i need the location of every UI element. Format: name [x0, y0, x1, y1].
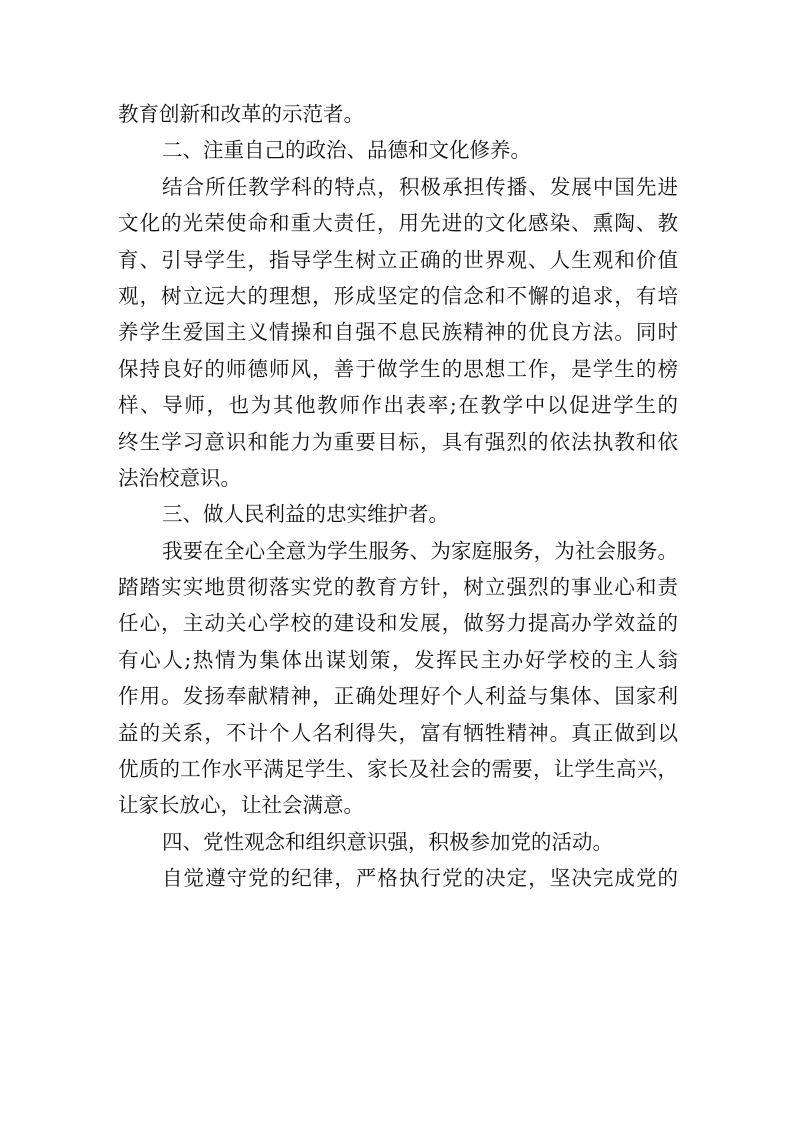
text-line: 踏踏实实地贯彻落实党的教育方针，树立强烈的事业心和责 [118, 575, 678, 600]
text-line: 益的关系，不计个人名利得失，富有牺牲精神。真正做到以 [118, 720, 678, 745]
document-body [118, 96, 678, 897]
section-heading-3: 三、做人民利益的忠实维护者。 [162, 502, 449, 527]
text-line: 育、引导学生，指导学生树立正确的世界观、人生观和价值 [118, 247, 678, 272]
section-heading-2: 二、注重自己的政治、品德和文化修养。 [162, 138, 531, 163]
text-line: 任心，主动关心学校的建设和发展，做努力提高办学效益的 [118, 611, 678, 636]
text-line: 文化的光荣使命和重大责任，用先进的文化感染、熏陶、教 [118, 211, 678, 236]
text-line: 养学生爱国主义情操和自强不息民族精神的优良方法。同时 [118, 320, 678, 345]
text-line: 让家长放心，让社会满意。 [118, 793, 364, 818]
text-line: 样、导师，也为其他教师作出表率;在教学中以促进学生的 [118, 393, 678, 418]
text-line: 我要在全心全意为学生服务、为家庭服务，为社会服务。 [162, 538, 678, 563]
text-line: 教育创新和改革的示范者。 [118, 102, 364, 126]
text-line: 优质的工作水平满足学生、家长及社会的需要，让学生高兴， [118, 757, 678, 782]
text-line: 保持良好的师德师风，善于做学生的思想工作，是学生的榜 [118, 356, 678, 381]
section-heading-4: 四、党性观念和组织意识强，积极参加党的活动。 [162, 829, 613, 854]
text-line: 法治校意识。 [118, 465, 241, 490]
text-line: 观，树立远大的理想，形成坚定的信念和不懈的追求，有培 [118, 283, 678, 308]
text-line: 有心人;热情为集体出谋划策，发挥民主办好学校的主人翁 [118, 647, 678, 672]
text-line: 终生学习意识和能力为重要目标，具有强烈的依法执教和依 [118, 429, 678, 454]
text-line: 自觉遵守党的纪律，严格执行党的决定，坚决完成党的 [162, 866, 678, 891]
text-line: 结合所任教学科的特点，积极承担传播、发展中国先进 [162, 174, 678, 199]
text-line: 作用。发扬奉献精神，正确处理好个人利益与集体、国家利 [118, 684, 678, 709]
